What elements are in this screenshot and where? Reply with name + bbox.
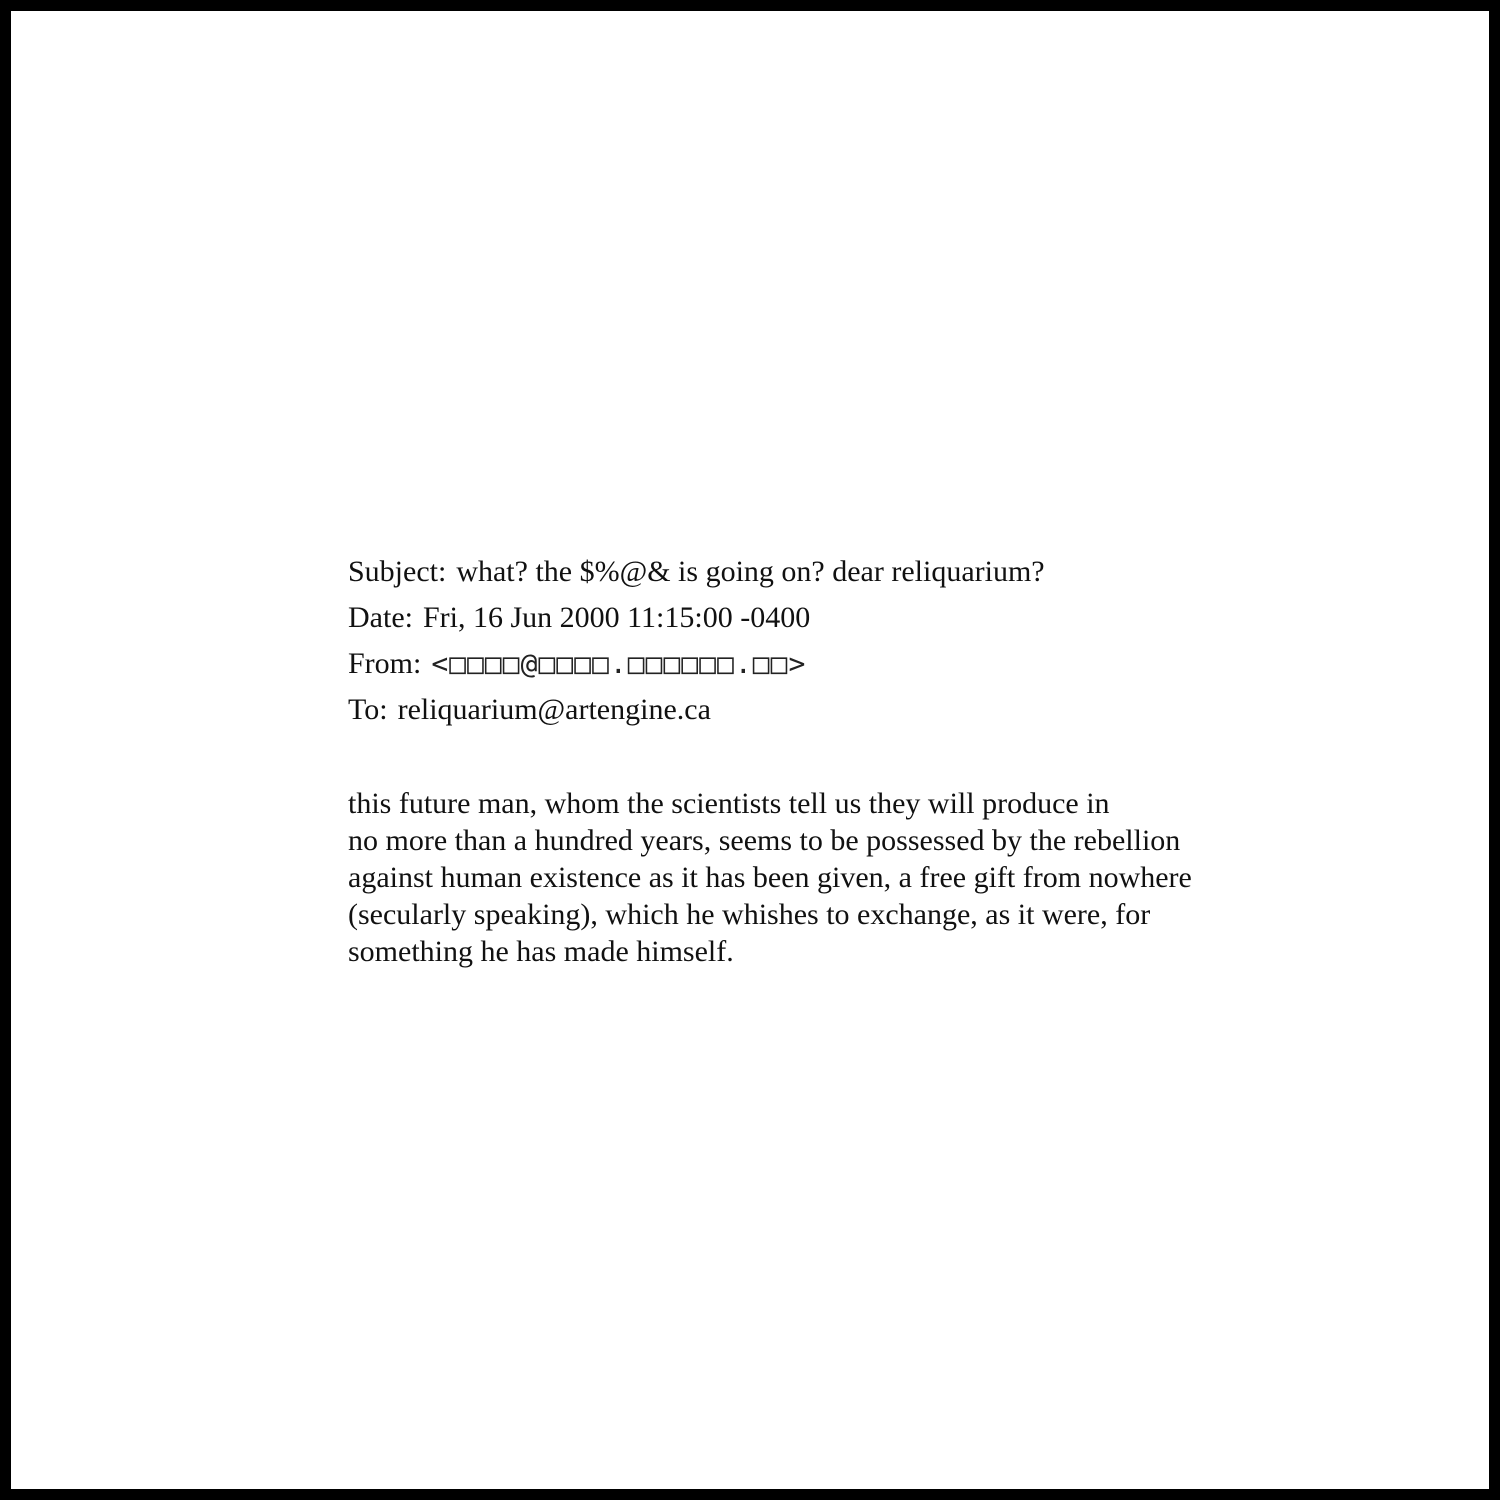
body-line: no more than a hundred years, seems to be possessed by the rebellion — [348, 824, 1181, 857]
subject-line — [348, 549, 1308, 595]
date-value: Fri, 16 Jun 2000 11:15:00 -0400 — [422, 601, 811, 634]
subject-value: what? the $%@& is going on? dear reliquarium? — [456, 555, 1045, 588]
to-value: reliquarium@artengine.ca — [397, 693, 711, 726]
email-printout — [348, 549, 1308, 970]
body-line: (secularly speaking), which he whishes to exchange, as it were, for — [348, 898, 1151, 931]
date-line — [348, 595, 1308, 641]
from-value-redacted: <□□□□@□□□□.□□□□□□.□□> — [431, 647, 807, 680]
from-label: From: — [348, 647, 422, 680]
date-label: Date: — [348, 601, 413, 634]
email-body — [348, 785, 1308, 970]
subject-label: Subject: — [348, 555, 447, 588]
to-line — [348, 687, 1308, 733]
to-label: To: — [348, 693, 388, 726]
from-line — [348, 641, 1308, 687]
body-line: against human existence as it has been given, a free gift from nowhere — [348, 861, 1192, 894]
body-line: something he has made himself. — [348, 935, 734, 968]
body-line: this future man, whom the scientists tell us they will produce in — [348, 787, 1110, 820]
